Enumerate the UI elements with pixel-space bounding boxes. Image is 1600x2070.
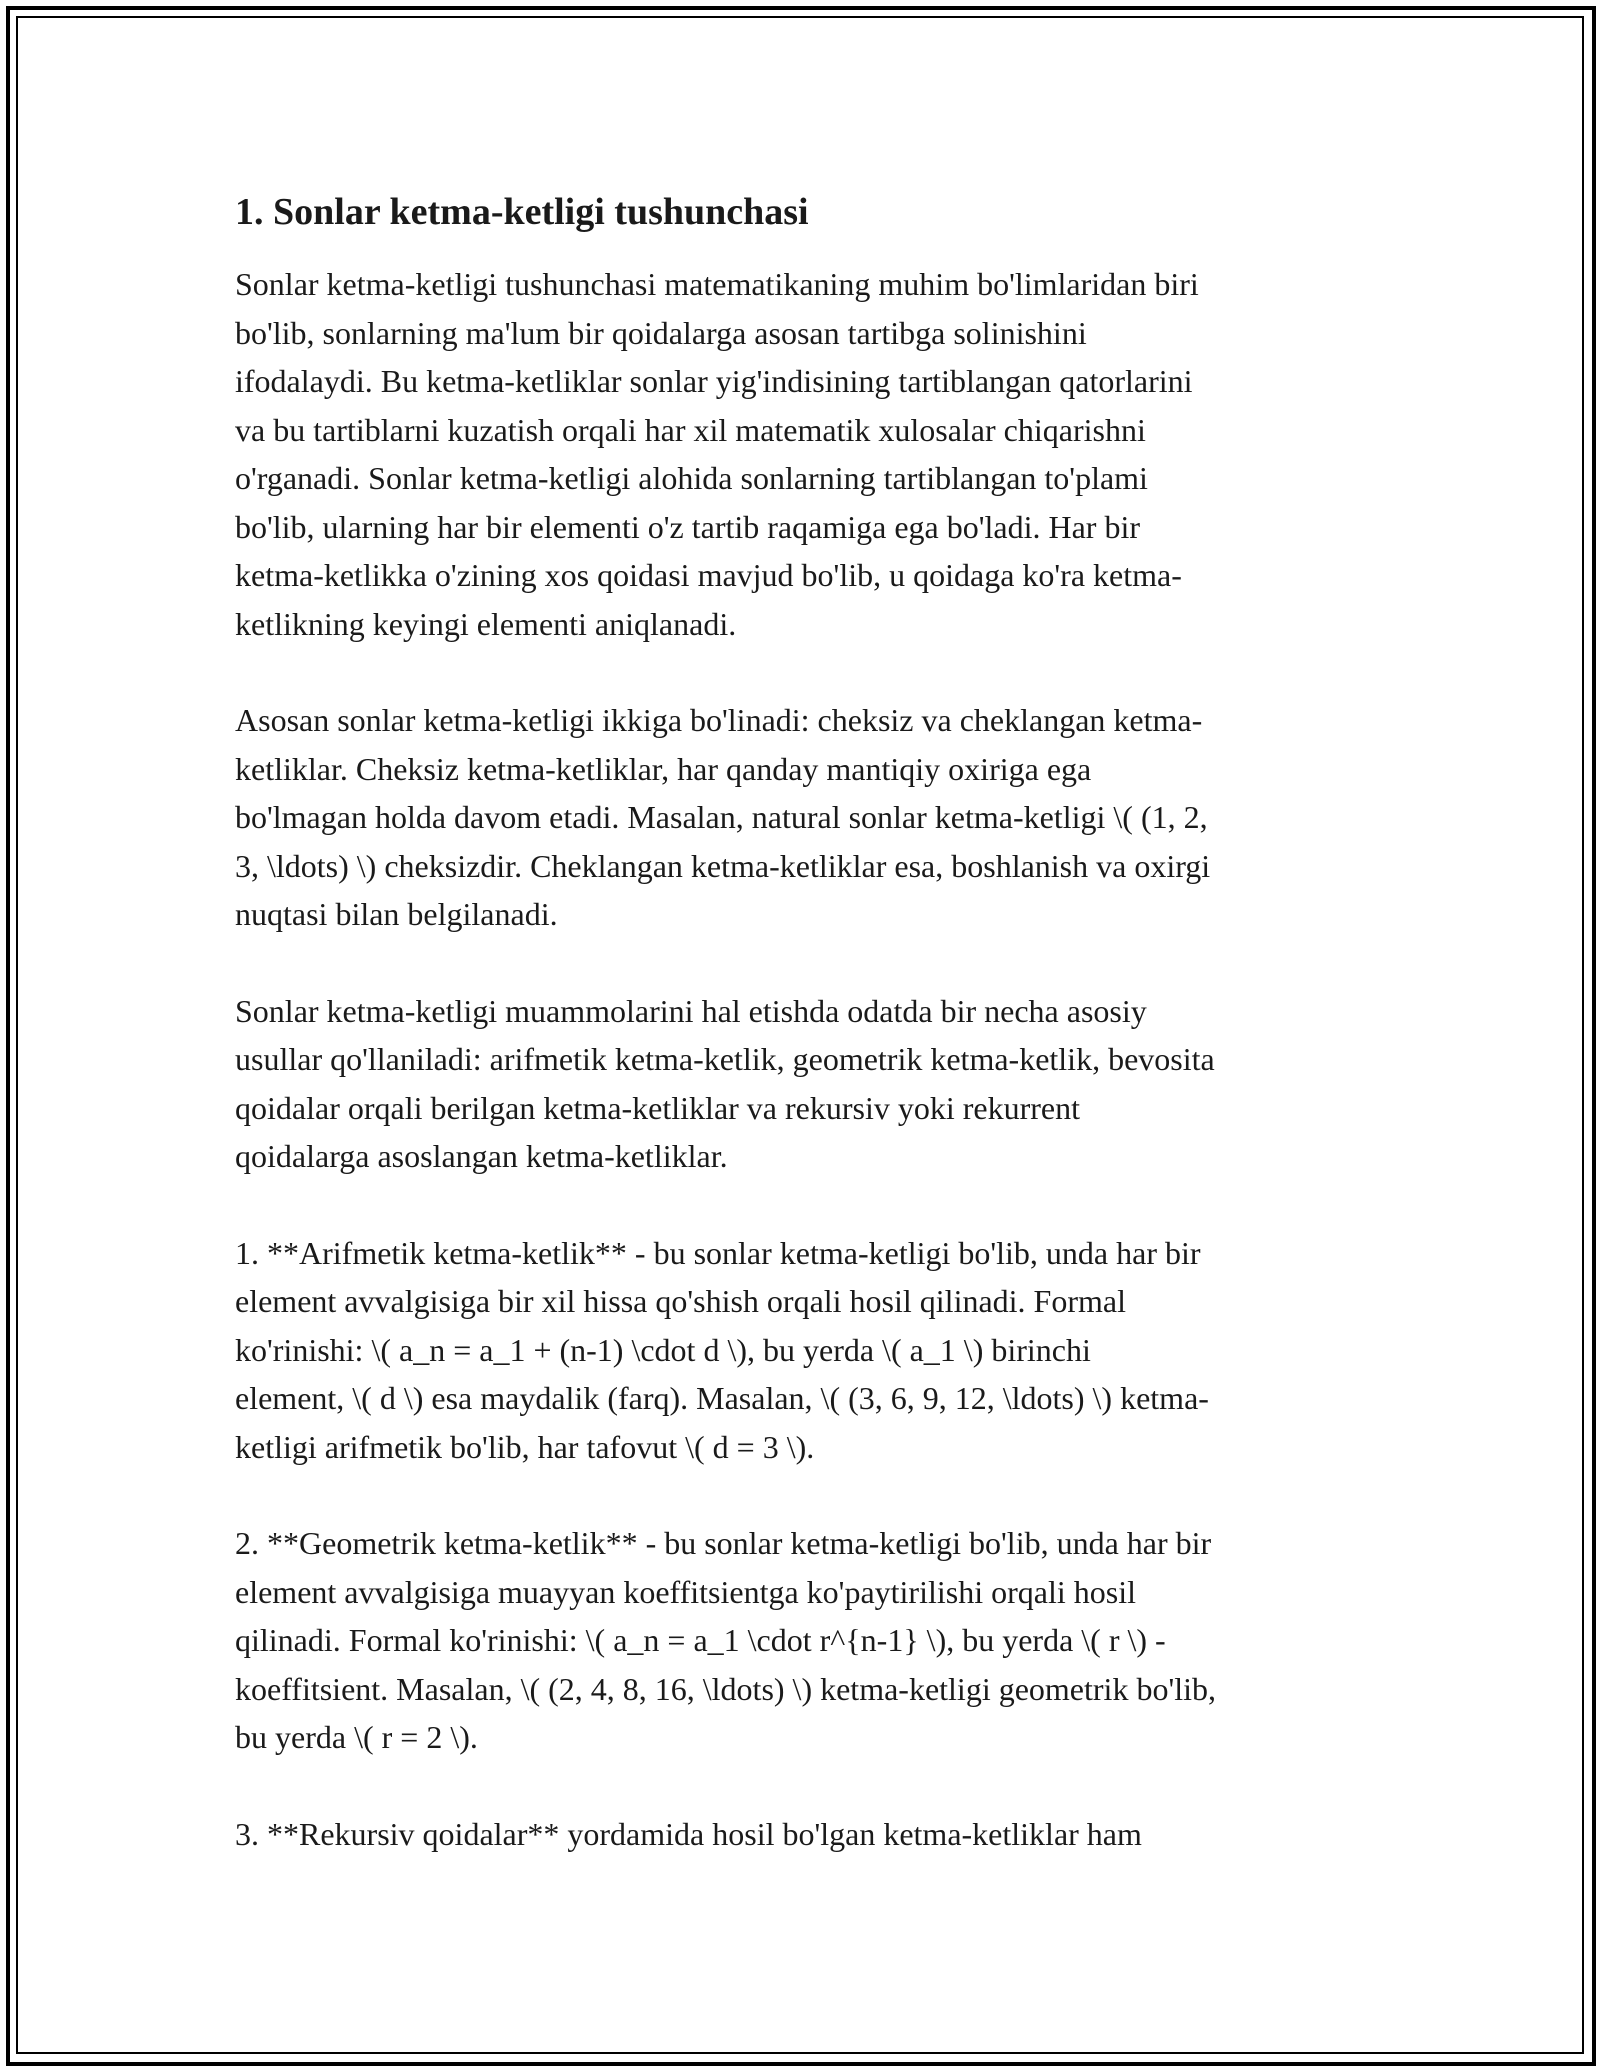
paragraph-intro	[235, 260, 1365, 648]
text-line: va bu tartiblarni kuzatish orqali har xil matematik xulosalar chiqarishni	[235, 411, 1146, 448]
section-heading: 1. Sonlar ketma-ketligi tushunchasi	[235, 191, 809, 233]
text-line: ko'rinishi: \( a_n = a_1 + (n-1) \cdot d \), bu yerda \( a_1 \) birinchi	[235, 1331, 1091, 1368]
text-line: element, \( d \) esa maydalik (farq). Masalan, \( (3, 6, 9, 12, \ldots) \) ketma-	[235, 1380, 1209, 1416]
paragraph-geometric	[235, 1519, 1365, 1762]
text-line: bo'lib, sonlarning ma'lum bir qoidalarga asosan tartibga solinishini	[235, 314, 1087, 351]
text-line: element avvalgisiga bir xil hissa qo'shish orqali hosil qilinadi. Formal	[235, 1283, 1126, 1319]
paragraph-arithmetic	[235, 1229, 1365, 1472]
paragraph-methods	[235, 987, 1365, 1181]
text-line: 3. **Rekursiv qoidalar** yordamida hosil bo'lgan ketma-ketliklar ham	[235, 1815, 1142, 1852]
text-line: nuqtasi bilan belgilanadi.	[235, 896, 558, 932]
text-line: ifodalaydi. Bu ketma-ketliklar sonlar yig'indisining tartiblangan qatorlarini	[235, 363, 1193, 399]
text-line: o'rganadi. Sonlar ketma-ketligi alohida sonlarning tartiblangan to'plami	[235, 460, 1148, 496]
text-line: 2. **Geometrik ketma-ketlik** - bu sonlar ketma-ketligi bo'lib, unda har bir	[235, 1525, 1212, 1561]
text-line: qoidalarga asoslangan ketma-ketliklar.	[235, 1138, 728, 1174]
text-line: Asosan sonlar ketma-ketligi ikkiga bo'linadi: cheksiz va cheklangan ketma-	[235, 702, 1203, 738]
text-line: bo'lib, ularning har bir elementi o'z tartib raqamiga ega bo'ladi. Har bir	[235, 508, 1140, 545]
text-line: ketligi arifmetik bo'lib, har tafovut \( d = 3 \).	[235, 1428, 815, 1465]
text-line: 3, \ldots) \) cheksizdir. Cheklangan ketma-ketliklar esa, boshlanish va oxirgi	[235, 847, 1211, 884]
text-line: koeffitsient. Masalan, \( (2, 4, 8, 16, \ldots) \) ketma-ketligi geometrik bo'lib,	[235, 1670, 1216, 1707]
text-line: Sonlar ketma-ketligi muammolarini hal etishda odatda bir necha asosiy	[235, 992, 1147, 1029]
paragraph-types	[235, 696, 1365, 939]
text-line: qoidalar orqali berilgan ketma-ketliklar va rekursiv yoki rekurrent	[235, 1089, 1081, 1126]
text-line: Sonlar ketma-ketligi tushunchasi matematikaning muhim bo'limlaridan biri	[235, 266, 1199, 302]
text-line: bu yerda \( r = 2 \).	[235, 1719, 478, 1755]
text-line: ketlikning keyingi elementi aniqlanadi.	[235, 605, 737, 642]
text-line: element avvalgisiga muayyan koeffitsientga ko'paytirilishi orqali hosil	[235, 1573, 1136, 1610]
text-line: usullar qo'llaniladi: arifmetik ketma-ketlik, geometrik ketma-ketlik, bevosita	[235, 1041, 1215, 1077]
text-line: ketliklar. Cheksiz ketma-ketliklar, har qanday mantiqiy oxiriga ega	[235, 750, 1092, 787]
paragraph-recursive	[235, 1810, 1365, 1859]
document-body	[235, 186, 1365, 1906]
text-line: qilinadi. Formal ko'rinishi: \( a_n = a_1 \cdot r^{n-1} \), bu yerda \( r \) -	[235, 1622, 1166, 1658]
text-line: 1. **Arifmetik ketma-ketlik** - bu sonlar ketma-ketligi bo'lib, unda har bir	[235, 1234, 1201, 1271]
text-line: bo'lmagan holda davom etadi. Masalan, natural sonlar ketma-ketligi \( (1, 2,	[235, 799, 1208, 835]
text-line: ketma-ketlikka o'zining xos qoidasi mavjud bo'lib, u qoidaga ko'ra ketma-	[235, 557, 1182, 593]
